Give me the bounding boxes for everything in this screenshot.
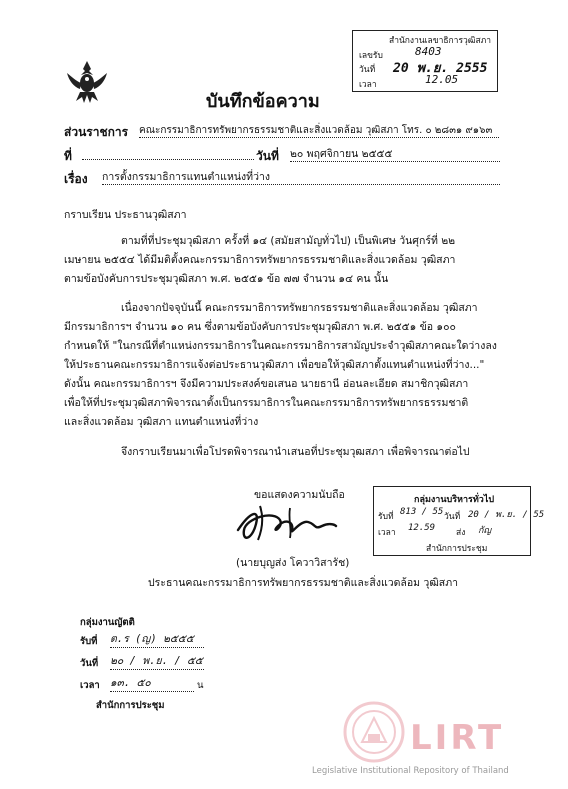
ref-label: ที่ [64,149,72,163]
body-line: ตามข้อบังคับการประชุมวุฒิสภา พ.ศ. ๒๕๕๑ ข้อ ๗๗ จำนวน ๑๔ คน นั้น [64,273,389,285]
stamp-date-value: 20 พ.ย. 2555 [393,61,488,76]
stamp-bottom-number-label: รับที่ [80,636,98,647]
stamp-bottom-number-value: ต.ร (ญ) ๒๕๕๕ [110,630,204,648]
stamp-to-label: ส่ง [456,528,466,538]
stamp-to-value: กัญ [478,526,492,536]
closing-regards: ขอแสดงความนับถือ [254,489,345,501]
body-line: และสิ่งแวดล้อม วุฒิสภา แทนตำแหน่งที่ว่าง [64,416,259,428]
subject-label: เรื่อง [64,172,88,186]
stamp-number-value: 813 / 55 [400,507,444,517]
body-line: ดังนั้น คณะกรรมาธิการฯ จึงมีความประสงค์ขอเสนอ นายธานี อ่อนละเอียด สมาชิกวุฒิสภา [64,378,469,390]
stamp-office: สำนักงานเลขาธิการวุฒิสภา [389,36,492,46]
watermark-caption: Legislative Institutional Repository of Thailand [312,766,509,776]
ref-line [82,158,254,160]
page-title: บันทึกข้อความ [206,91,320,112]
body-line: จึงกราบเรียนมาเพื่อโปรดพิจารณานำเสนอที่ประชุมวุฒสภา เพื่อพิจารณาต่อไป [121,446,470,458]
receipt-stamp-top [352,30,498,92]
stamp-time-label: เวลา [359,80,377,90]
salutation: กราบเรียน ประธานวุฒิสภา [64,209,187,221]
receipt-stamp-right [373,486,545,556]
body-line: มีกรรมาธิการฯ จำนวน ๑๐ คน ซึ่งตามข้อบังคับการประชุมวุฒิสภา พ.ศ. ๒๕๕๑ ข้อ ๑๐๐ [64,321,456,333]
stamp-office: กลุ่มงานบริหารทั่วไป [414,495,495,505]
stamp-date-label: วันที่ [444,512,461,522]
stamp-bottom-footer: สำนักการประชุม [96,700,165,711]
parliament-seal-icon [342,700,406,764]
garuda-emblem-icon [64,59,110,107]
stamp-number-label: รับที่ [378,512,394,522]
body-line: ตามที่ที่ประชุมวุฒิสภา ครั้งที่ ๑๔ (สมัยสามัญทั่วไป) เป็นพิเศษ วันศุกร์ที่ ๒๒ [121,235,456,247]
agency-value: คณะกรรมาธิการทรัพยากรธรรมชาติและสิ่งแวดล้อม วุฒิสภา โทร. ๐ ๒๘๓๑ ๙๑๖๓ [139,124,499,138]
stamp-bottom-date-value: ๒๐ / พ.ย. / ๕๕ [110,652,204,670]
date-value: ๒๐ พฤศจิกายน ๒๕๕๕ [290,148,500,162]
stamp-date-label: วันที่ [359,65,376,75]
body-line: กำหนดให้ "ในกรณีที่ตำแหน่งกรรมาธิการในคณะกรรมาธิการสามัญประจำวุฒิสภาคณะใดว่างลง [64,340,497,352]
stamp-time-value: 12.05 [425,73,459,86]
stamp-bottom-office: กลุ่มงานญัตติ [80,617,135,628]
agency-label: ส่วนราชการ [64,125,129,139]
stamp-bottom-time-label: เวลา [80,680,100,691]
stamp-time-value: 12.59 [408,523,436,533]
subject-value: การตั้งกรรมาธิการแทนตำแหน่งที่ว่าง [102,171,500,185]
stamp-bottom-date-label: วันที่ [80,658,99,669]
body-line: ให้ประธานคณะกรรมาธิการแจ้งต่อประธานวุฒิสภา เพื่อขอให้วุฒิสภาตั้งแทนตำแหน่งที่ว่าง..." [64,359,485,371]
date-label: วันที่ [256,149,279,163]
stamp-date-value: 20 / พ.ย. / 55 [468,510,545,520]
stamp-bottom-time-unit: น [197,680,204,691]
stamp-bottom-time-value: ๑๓. ๕๐ [110,674,194,692]
stamp-number-value: 8403 [415,45,442,58]
stamp-number-label: เลขรับ [359,51,383,61]
body-line: เนื่องจากปัจจุบันนี้ คณะกรรมาธิการทรัพยากรธรรมชาติและสิ่งแวดล้อม วุฒิสภา [121,302,478,314]
signer-name: (นายบุญส่ง โควาวิสารัช) [236,557,350,569]
body-line: เพื่อให้ที่ประชุมวุฒิสภาพิจารณาตั้งเป็นกรรมาธิการในคณะกรรมาธิการทรัพยากรธรรมชาติ [64,397,469,409]
signature-icon [230,500,340,546]
stamp-footer: สำนักการประชุม [426,544,488,554]
watermark-logo-text: LIRT [410,718,505,758]
body-line: เมษายน ๒๕๕๔ ได้มีมติตั้งคณะกรรมาธิการทรัพยากรธรรมชาติและสิ่งแวดล้อม วุฒิสภา [64,254,456,266]
signer-position: ประธานคณะกรรมาธิการทรัพยากรธรรมชาติและสิ่งแวดล้อม วุฒิสภา [148,577,459,589]
stamp-time-label: เวลา [378,528,396,538]
